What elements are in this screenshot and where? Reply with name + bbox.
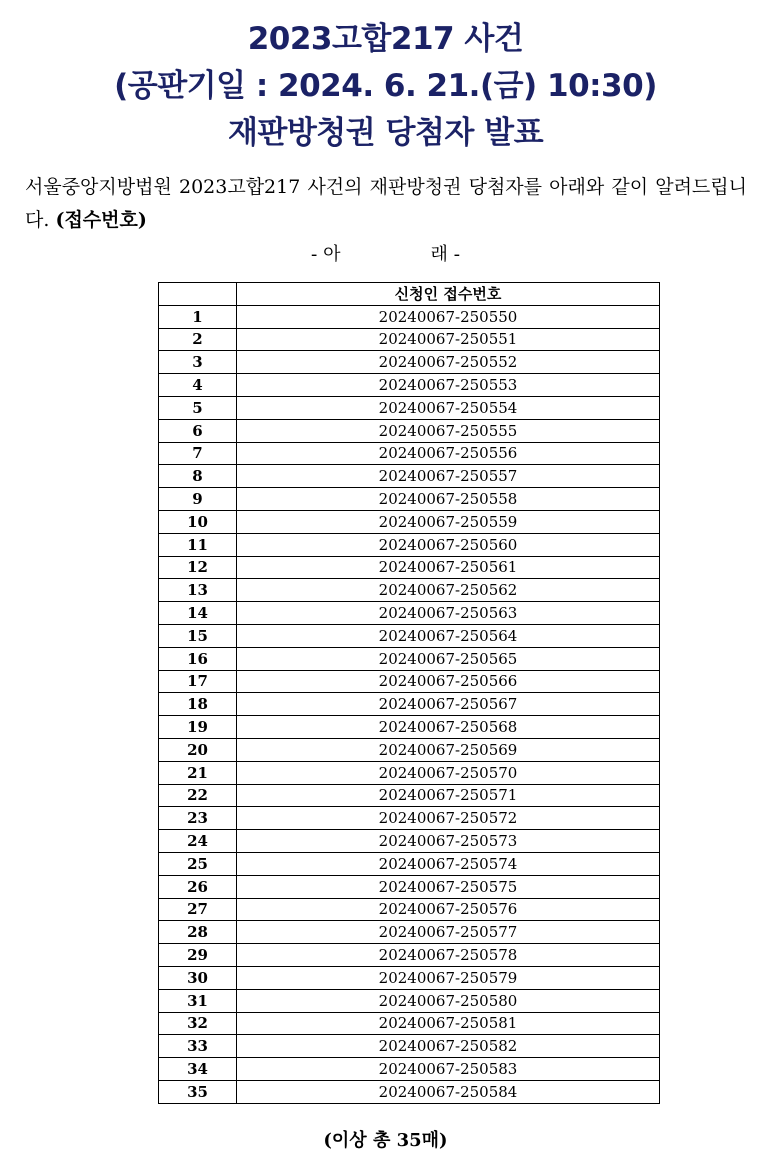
table-row bbox=[159, 807, 660, 830]
table-row bbox=[159, 510, 660, 533]
row-number: 25 bbox=[159, 852, 237, 875]
below-heading-right: 래 - bbox=[430, 244, 461, 265]
row-receipt-number: 20240067-250567 bbox=[237, 693, 660, 716]
row-receipt-number: 20240067-250572 bbox=[237, 807, 660, 830]
table-row bbox=[159, 898, 660, 921]
row-number: 7 bbox=[159, 442, 237, 465]
row-number: 6 bbox=[159, 419, 237, 442]
table-row bbox=[159, 488, 660, 511]
table-row bbox=[159, 396, 660, 419]
intro-text: 서울중앙지방법원 2023고합217 사건의 재판방청권 당첨자를 아래와 같이 알려드립니다. bbox=[25, 176, 747, 231]
below-heading-left: - 아 bbox=[310, 244, 341, 265]
table-row bbox=[159, 670, 660, 693]
table-row bbox=[159, 351, 660, 374]
table-row bbox=[159, 556, 660, 579]
row-number: 16 bbox=[159, 647, 237, 670]
total-count: (이상 총 35매) bbox=[323, 1130, 448, 1151]
below-heading bbox=[0, 240, 771, 266]
row-number: 8 bbox=[159, 465, 237, 488]
row-number: 33 bbox=[159, 1035, 237, 1058]
header-number bbox=[159, 283, 237, 306]
table-row bbox=[159, 1035, 660, 1058]
row-number: 21 bbox=[159, 761, 237, 784]
row-receipt-number: 20240067-250565 bbox=[237, 647, 660, 670]
table-row bbox=[159, 533, 660, 556]
row-receipt-number: 20240067-250576 bbox=[237, 898, 660, 921]
row-receipt-number: 20240067-250550 bbox=[237, 305, 660, 328]
row-receipt-number: 20240067-250555 bbox=[237, 419, 660, 442]
table-row bbox=[159, 738, 660, 761]
title-case-number: 2023고합217 사건 bbox=[247, 21, 524, 57]
row-receipt-number: 20240067-250583 bbox=[237, 1058, 660, 1081]
row-receipt-number: 20240067-250551 bbox=[237, 328, 660, 351]
table-row bbox=[159, 761, 660, 784]
row-receipt-number: 20240067-250568 bbox=[237, 716, 660, 739]
intro-paragraph bbox=[25, 171, 747, 237]
row-number: 29 bbox=[159, 944, 237, 967]
table-row bbox=[159, 1080, 660, 1103]
row-receipt-number: 20240067-250556 bbox=[237, 442, 660, 465]
row-number: 17 bbox=[159, 670, 237, 693]
table-row bbox=[159, 966, 660, 989]
row-receipt-number: 20240067-250557 bbox=[237, 465, 660, 488]
row-receipt-number: 20240067-250554 bbox=[237, 396, 660, 419]
row-number: 5 bbox=[159, 396, 237, 419]
table-row bbox=[159, 693, 660, 716]
row-receipt-number: 20240067-250559 bbox=[237, 510, 660, 533]
row-receipt-number: 20240067-250582 bbox=[237, 1035, 660, 1058]
table-row bbox=[159, 1058, 660, 1081]
row-receipt-number: 20240067-250569 bbox=[237, 738, 660, 761]
row-number: 3 bbox=[159, 351, 237, 374]
row-receipt-number: 20240067-250562 bbox=[237, 579, 660, 602]
row-number: 2 bbox=[159, 328, 237, 351]
row-receipt-number: 20240067-250564 bbox=[237, 624, 660, 647]
row-number: 19 bbox=[159, 716, 237, 739]
row-receipt-number: 20240067-250577 bbox=[237, 921, 660, 944]
row-number: 24 bbox=[159, 830, 237, 853]
row-number: 11 bbox=[159, 533, 237, 556]
table-row bbox=[159, 442, 660, 465]
row-receipt-number: 20240067-250581 bbox=[237, 1012, 660, 1035]
row-number: 34 bbox=[159, 1058, 237, 1081]
table-row bbox=[159, 1012, 660, 1035]
row-number: 26 bbox=[159, 875, 237, 898]
row-receipt-number: 20240067-250571 bbox=[237, 784, 660, 807]
row-number: 12 bbox=[159, 556, 237, 579]
row-receipt-number: 20240067-250574 bbox=[237, 852, 660, 875]
row-receipt-number: 20240067-250566 bbox=[237, 670, 660, 693]
table-row bbox=[159, 989, 660, 1012]
row-receipt-number: 20240067-250579 bbox=[237, 966, 660, 989]
row-number: 22 bbox=[159, 784, 237, 807]
row-receipt-number: 20240067-250563 bbox=[237, 602, 660, 625]
row-number: 31 bbox=[159, 989, 237, 1012]
row-number: 27 bbox=[159, 898, 237, 921]
table-row bbox=[159, 602, 660, 625]
row-number: 13 bbox=[159, 579, 237, 602]
row-number: 18 bbox=[159, 693, 237, 716]
table-row bbox=[159, 921, 660, 944]
row-receipt-number: 20240067-250580 bbox=[237, 989, 660, 1012]
row-number: 32 bbox=[159, 1012, 237, 1035]
table-row bbox=[159, 830, 660, 853]
table-row bbox=[159, 944, 660, 967]
row-number: 28 bbox=[159, 921, 237, 944]
row-number: 23 bbox=[159, 807, 237, 830]
title-hearing-date: (공판기일 : 2024. 6. 21.(금) 10:30) bbox=[114, 68, 657, 104]
row-number: 9 bbox=[159, 488, 237, 511]
row-receipt-number: 20240067-250561 bbox=[237, 556, 660, 579]
row-receipt-number: 20240067-250584 bbox=[237, 1080, 660, 1103]
row-number: 4 bbox=[159, 374, 237, 397]
row-receipt-number: 20240067-250575 bbox=[237, 875, 660, 898]
table-row bbox=[159, 305, 660, 328]
table-row bbox=[159, 419, 660, 442]
row-number: 30 bbox=[159, 966, 237, 989]
row-receipt-number: 20240067-250560 bbox=[237, 533, 660, 556]
row-receipt-number: 20240067-250553 bbox=[237, 374, 660, 397]
table-header-row bbox=[159, 283, 660, 306]
table-row bbox=[159, 716, 660, 739]
winners-table bbox=[158, 282, 660, 1104]
row-number: 10 bbox=[159, 510, 237, 533]
row-number: 14 bbox=[159, 602, 237, 625]
table-row bbox=[159, 852, 660, 875]
table-row bbox=[159, 624, 660, 647]
row-number: 35 bbox=[159, 1080, 237, 1103]
row-number: 20 bbox=[159, 738, 237, 761]
table-row bbox=[159, 374, 660, 397]
row-receipt-number: 20240067-250552 bbox=[237, 351, 660, 374]
table-row bbox=[159, 647, 660, 670]
row-receipt-number: 20240067-250578 bbox=[237, 944, 660, 967]
table-row bbox=[159, 875, 660, 898]
row-number: 15 bbox=[159, 624, 237, 647]
table-row bbox=[159, 328, 660, 351]
header-receipt-number: 신청인 접수번호 bbox=[237, 283, 660, 306]
table-row bbox=[159, 784, 660, 807]
title-announcement: 재판방청권 당첨자 발표 bbox=[227, 115, 544, 151]
row-receipt-number: 20240067-250573 bbox=[237, 830, 660, 853]
row-receipt-number: 20240067-250570 bbox=[237, 761, 660, 784]
table-body bbox=[159, 305, 660, 1103]
intro-note: (접수번호) bbox=[55, 209, 147, 231]
row-receipt-number: 20240067-250558 bbox=[237, 488, 660, 511]
table-row bbox=[159, 579, 660, 602]
table-row bbox=[159, 465, 660, 488]
row-number: 1 bbox=[159, 305, 237, 328]
